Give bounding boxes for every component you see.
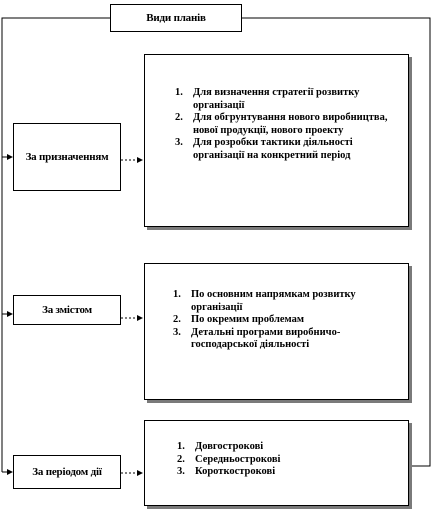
category-label-purpose: За призначенням bbox=[25, 150, 109, 163]
list-item: 2. Для обгрунтування нового виробництва, нової продукції, нового проекту bbox=[175, 112, 388, 136]
list-item: 1. Довгострокові bbox=[177, 441, 264, 452]
details-box-content bbox=[144, 263, 409, 400]
diagram-title bbox=[110, 4, 242, 32]
list-item: 2. По окремим проблемам bbox=[173, 314, 304, 325]
list-item: 1. Для визначення стратегії розвитку організації bbox=[175, 87, 360, 111]
details-box-period bbox=[144, 420, 409, 506]
details-box-purpose bbox=[144, 54, 409, 227]
list-item: 3. Детальні програми виробничо-господарської діяльності bbox=[173, 326, 341, 350]
diagram-title-text: Види планів bbox=[146, 11, 206, 24]
list-item: 3. Для розробки тактики діяльності організації на конкретний період bbox=[175, 137, 353, 161]
left-trunk-line bbox=[2, 18, 110, 472]
category-label-content: За змістом bbox=[42, 303, 92, 316]
details-list-purpose bbox=[175, 87, 403, 162]
list-item: 2. Середньострокові bbox=[177, 453, 281, 465]
category-box-content bbox=[13, 295, 121, 325]
category-label-period: За періодом дії bbox=[32, 465, 102, 478]
details-list-content bbox=[173, 289, 403, 352]
category-box-purpose bbox=[13, 123, 121, 191]
list-item: 3. Короткострокові bbox=[177, 466, 276, 477]
list-item: 1. По основним напрямкам розвитку організації bbox=[173, 289, 356, 313]
details-list-period bbox=[177, 441, 399, 479]
category-box-period bbox=[13, 455, 121, 489]
